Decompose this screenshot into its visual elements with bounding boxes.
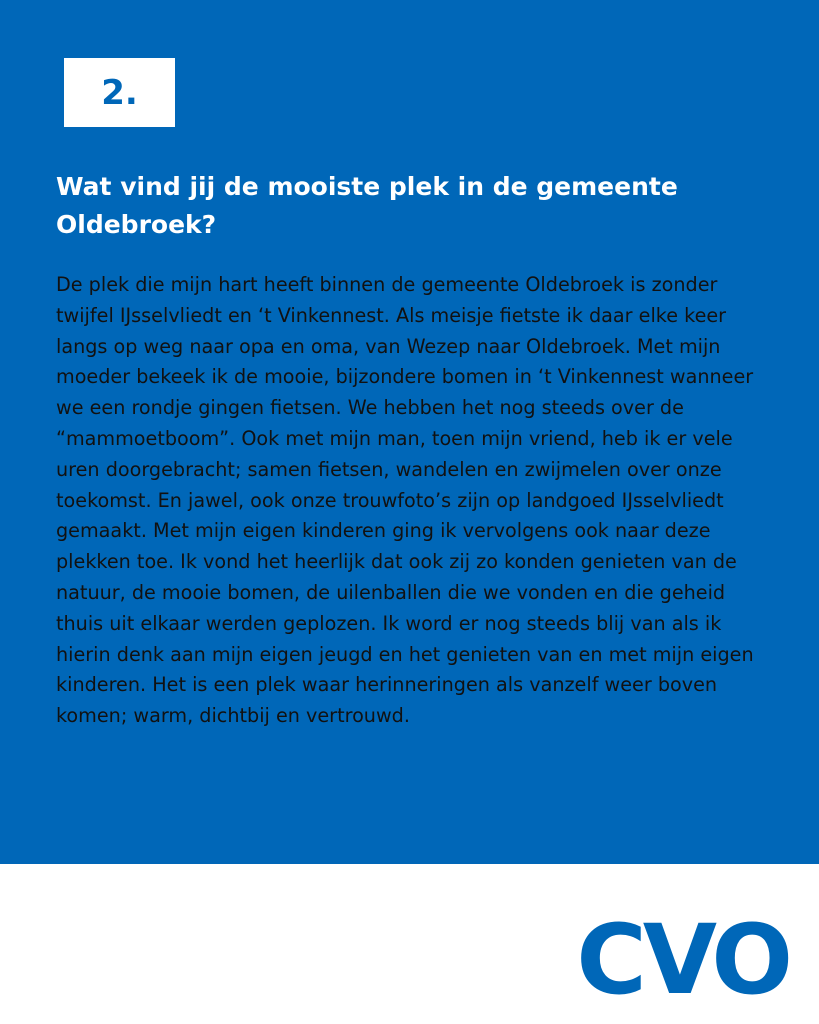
question-heading: Wat vind jij de mooiste plek in de gemeente Oldebroek? bbox=[56, 172, 678, 239]
number-label: 2. bbox=[101, 72, 138, 113]
answer-paragraph: De plek die mijn hart heeft binnen de gemeente Oldebroek is zonder twijfel IJsselvliedt en ‘t Vinkennest. Als meisje fietste ik daar elke keer langs op weg naar opa en oma, van Wezep naar Oldebroek. Met mijn moeder bekeek ik de mooie, bijzondere bomen in ‘t Vinkennest wanneer we een rondje gingen fietsen. We hebben het nog steeds over de “mammoetboom”. Ook met mijn man, toen mijn vriend, heb ik er vele uren doorgebracht; samen fietsen, wandelen en zwijmelen over onze toekomst. En jawel, ook onze trouwfoto’s zijn op landgoed IJsselvliedt gemaakt. Met mijn eigen kinderen ging ik vervolgens ook naar deze plekken toe. Ik vond het heerlijk dat ook zij zo konden genieten van de natuur, de mooie bomen, de uilenballen die we vonden en die geheid thuis uit elkaar werden geplozen. Ik word er nog steeds blij van als ik hierin denk aan mijn eigen jeugd en het genieten van en met mijn eigen kinderen. Het is een plek waar herinneringen als vanzelf weer boven komen; warm, dichtbij en vertrouwd. bbox=[56, 273, 754, 728]
cvo-logo: CVO bbox=[576, 904, 789, 1016]
number-badge bbox=[64, 58, 175, 127]
